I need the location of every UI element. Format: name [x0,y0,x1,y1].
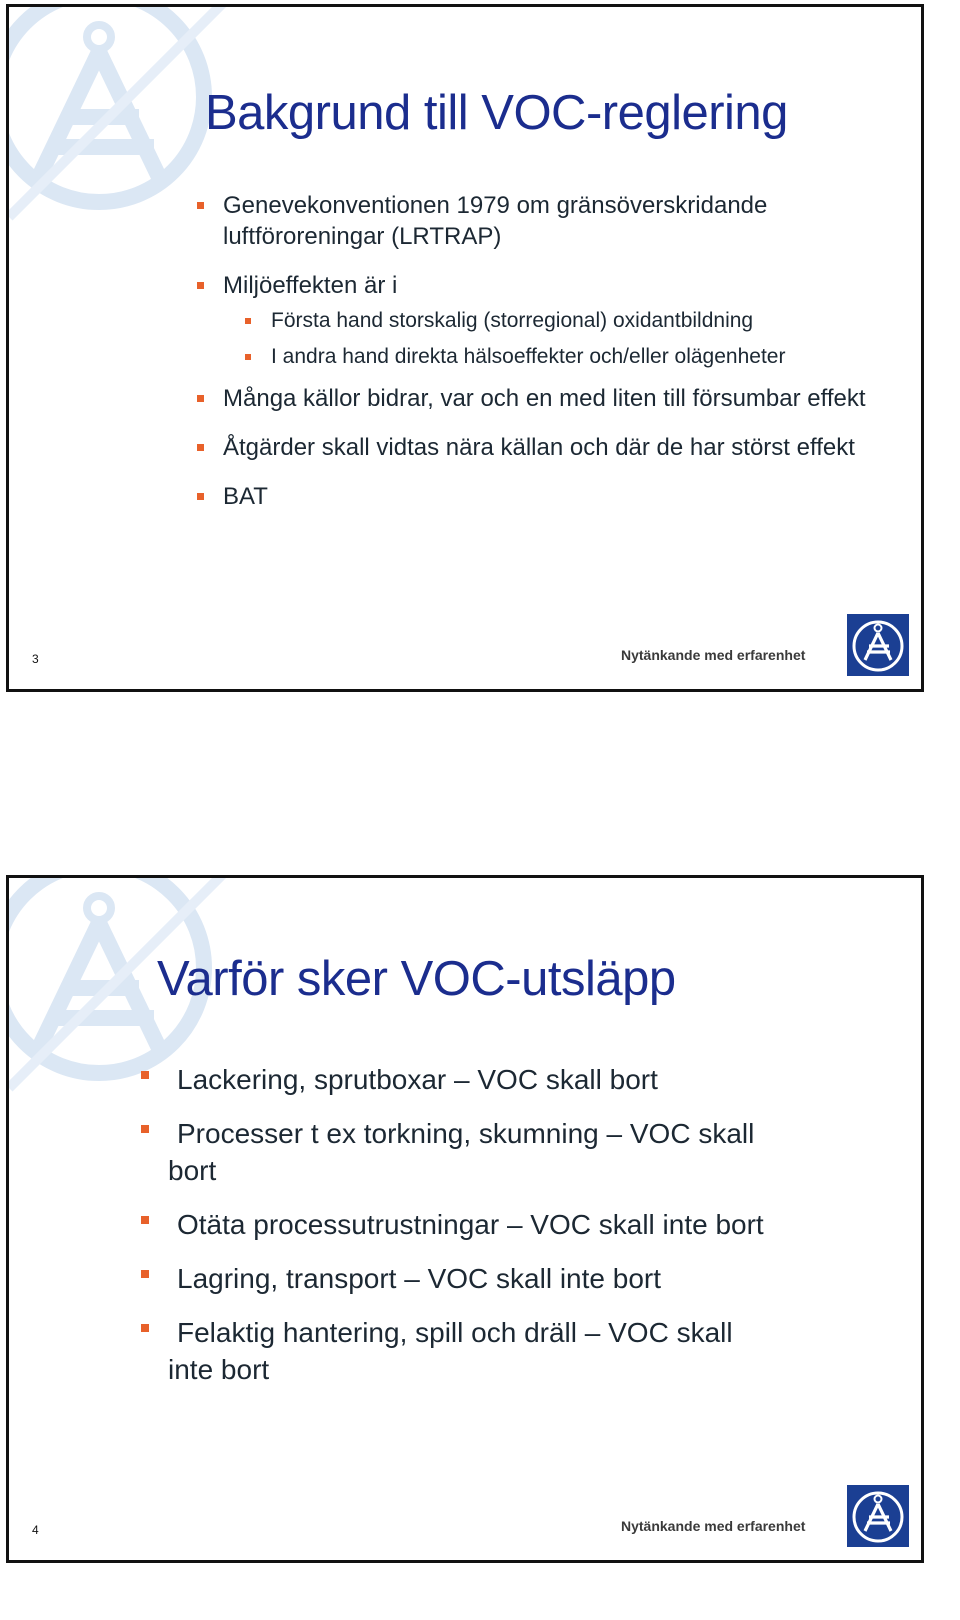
list-item-text: Miljöeffekten är i [223,272,398,299]
square-bullet-icon [245,354,251,360]
sub-list-item-text: Första hand storskalig (storregional) oxidantbildning [271,309,754,332]
af-logo-icon [847,614,909,676]
square-bullet-icon [197,202,204,209]
list-item [139,1260,859,1297]
bullet-list [139,1061,859,1405]
footer-slogan: Nytänkande med erfarenhet [621,1518,806,1534]
list-item-text: Processer t ex torkning, skumning – VOC skall [177,1118,755,1149]
square-bullet-icon [197,493,204,500]
page-number: 4 [32,1523,39,1537]
list-item-text: BAT [223,483,268,510]
slide-3 [6,4,924,692]
sub-list-item [223,307,896,335]
sub-list-item [223,343,896,371]
square-bullet-icon [197,282,204,289]
list-item-text: Felaktig hantering, spill och dräll – VOC skall [177,1317,733,1348]
square-bullet-icon [197,395,204,402]
list-item [196,190,896,252]
list-item [139,1115,859,1189]
square-bullet-icon [245,318,251,324]
list-item [139,1314,859,1388]
square-bullet-icon [141,1125,149,1133]
footer-slogan: Nytänkande med erfarenhet [621,647,806,663]
list-item-text: Många källor bidrar, var och en med liten till försumbar effekt [223,385,866,412]
list-item-text: Lackering, sprutboxar – VOC skall bort [177,1064,658,1095]
list-item-text: Genevekonventionen 1979 om gränsöverskridande luftföroreningar (LRTRAP) [223,192,768,250]
square-bullet-icon [141,1216,149,1224]
list-item [196,383,896,414]
list-item [196,270,896,371]
square-bullet-icon [141,1270,149,1278]
slide-title: Bakgrund till VOC-reglering [205,86,788,140]
list-item-text: Åtgärder skall vidtas nära källan och där de har störst effekt [223,434,855,461]
list-item-text: Lagring, transport – VOC skall inte bort [177,1263,662,1294]
square-bullet-icon [141,1324,149,1332]
list-item-text-continued: bort [168,1155,217,1186]
list-item-text: Otäta processutrustningar – VOC skall inte bort [177,1209,764,1240]
slide-4 [6,875,924,1563]
square-bullet-icon [197,444,204,451]
list-item [196,432,896,463]
list-item [139,1206,859,1243]
sub-bullet-list [223,307,896,371]
list-item-text-continued: inte bort [168,1354,270,1385]
sub-list-item-text: I andra hand direkta hälsoeffekter och/eller olägenheter [271,345,786,368]
page-number: 3 [32,652,39,666]
slide-title: Varför sker VOC-utsläpp [157,952,676,1006]
list-item [196,481,896,512]
bullet-list [196,190,896,530]
square-bullet-icon [141,1071,149,1079]
list-item [139,1061,859,1098]
af-logo-icon [847,1485,909,1547]
